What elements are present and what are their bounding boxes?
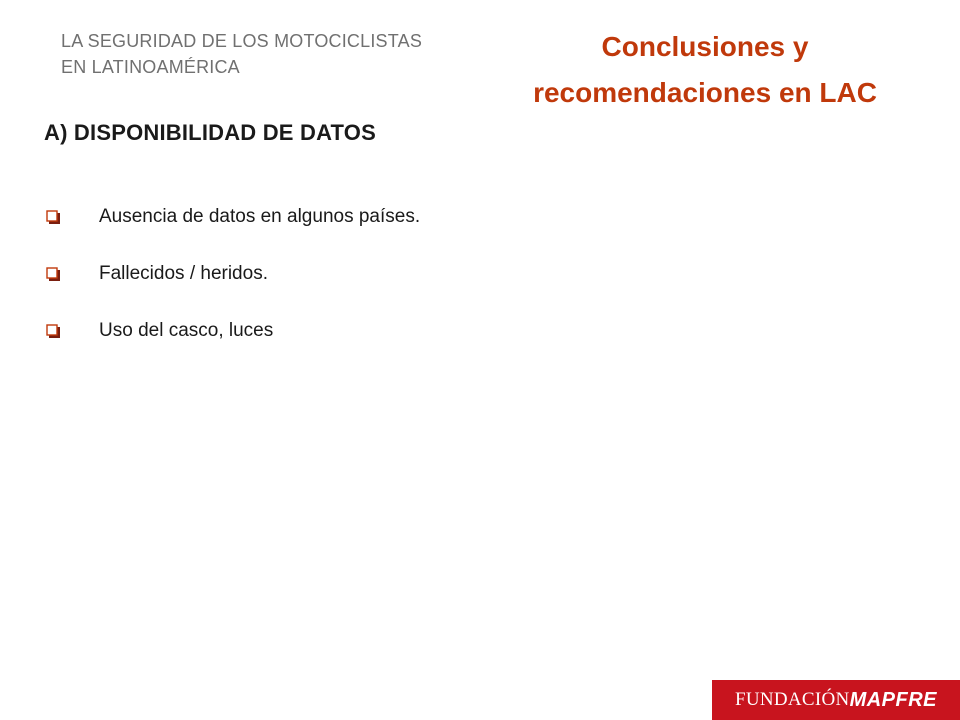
bullet-list bbox=[46, 197, 420, 368]
checkbox-outline-icon bbox=[46, 267, 61, 282]
logo-text-fundacion: FUNDACIÓN bbox=[734, 689, 850, 710]
checkbox-outline-icon bbox=[46, 210, 61, 225]
logo-text-mapfre: MAPFRE bbox=[849, 688, 938, 711]
bullet-text: Fallecidos / heridos. bbox=[99, 263, 268, 284]
bullet-text: Uso del casco, luces bbox=[99, 320, 274, 341]
bullet-text: Ausencia de datos en algunos países. bbox=[99, 206, 421, 227]
section-heading: A) DISPONIBILIDAD DE DATOS bbox=[44, 120, 376, 145]
slide-title bbox=[470, 24, 940, 116]
supertitle-line-2: EN LATINOAMÉRICA bbox=[61, 57, 240, 77]
fundacion-mapfre-logo bbox=[712, 680, 960, 720]
slide-title-line-1: Conclusiones y bbox=[601, 31, 809, 62]
bullet-item bbox=[46, 311, 420, 351]
supertitle-line-1: LA SEGURIDAD DE LOS MOTOCICLISTAS bbox=[61, 31, 423, 51]
bullet-item bbox=[46, 197, 420, 237]
slide-title-line-2: recomendaciones en LAC bbox=[533, 77, 877, 108]
checkbox-outline-icon bbox=[46, 324, 61, 339]
bullet-item bbox=[46, 254, 420, 294]
presentation-supertitle bbox=[61, 28, 481, 80]
